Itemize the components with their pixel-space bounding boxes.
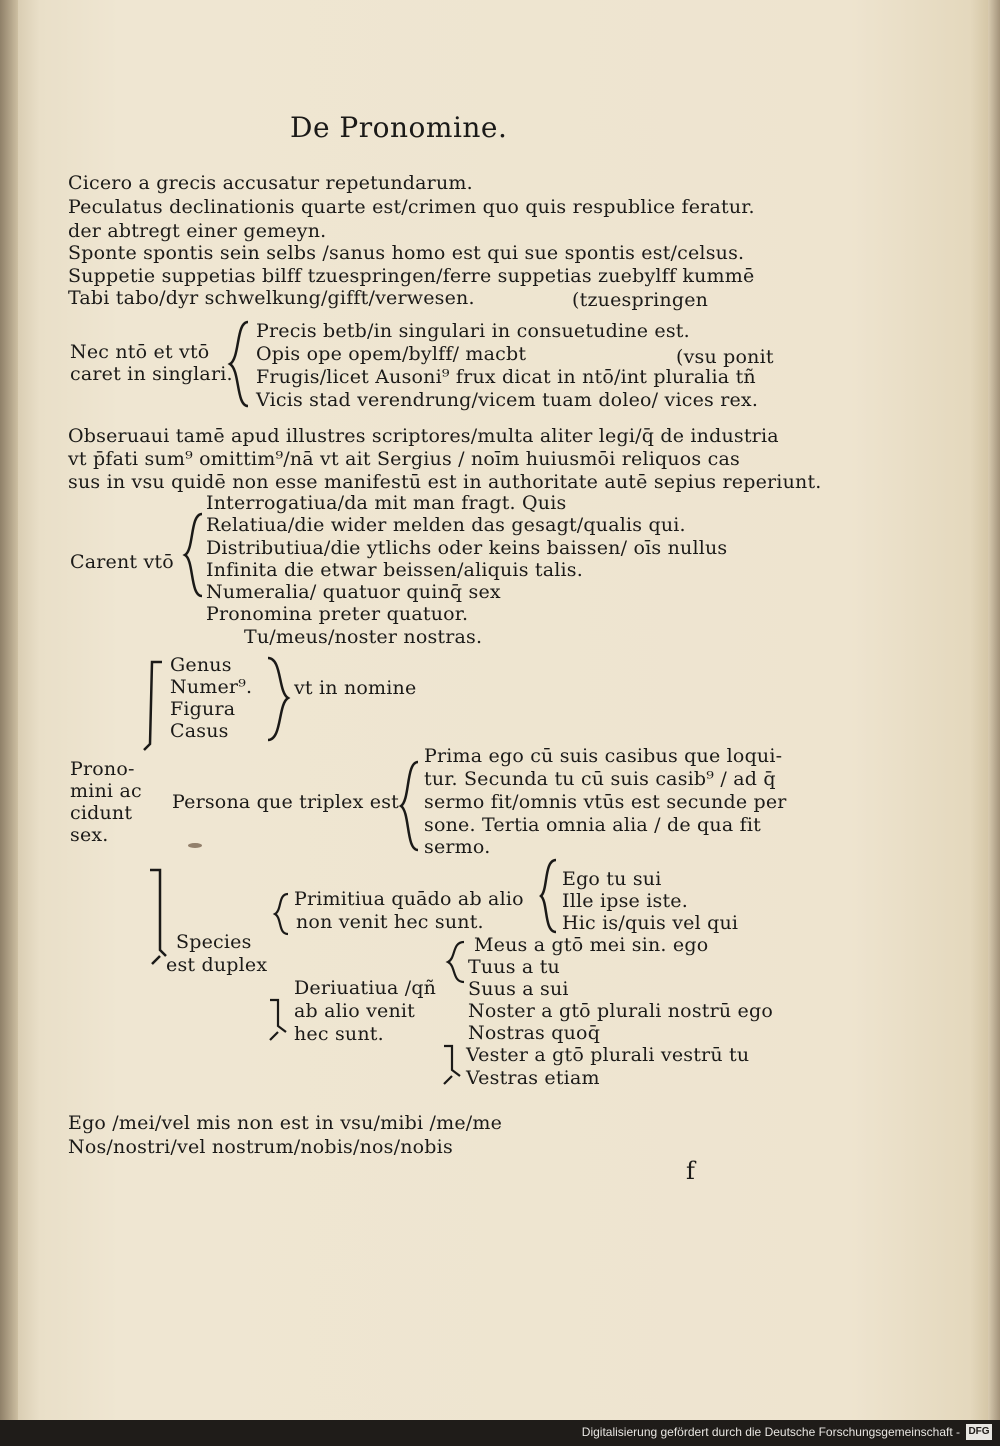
brace-item: Opis ope opem/bylff/ macbt [256,343,527,365]
text-line: Suppetie suppetias bilff tzuespringen/ferre suppetias zuebylff kummē [68,265,755,287]
margin-label: sex. [70,824,109,846]
text-line: Sponte spontis sein selbs /sanus homo est qui sue spontis est/celsus. [68,242,745,264]
text-line: der abtregt einer gemeyn. [68,220,327,242]
brace-item: (vsu ponit [676,346,774,368]
persona-text: tur. Secunda tu cū suis casib⁹ / ad q̄ [424,768,776,790]
brace-item: Precis betb/in singulari in consuetudine est. [256,320,690,342]
brace-item: Distributiua/die ytlichs oder keins baissen/ oīs nullus [206,537,728,559]
page-title: De Pronomine. [290,111,508,144]
brace-item: Tu/meus/noster nostras. [244,626,483,648]
margin-label: Prono- [70,758,135,780]
derivative-example: Tuus a tu [468,956,560,978]
declension-line: Ego /mei/vel mis non est in vsu/mibi /me/me [68,1112,503,1134]
brace-item: Relatiua/die wider melden das gesagt/qualis qui. [206,514,686,536]
derivative-example: Suus a sui [468,978,569,1000]
derivative-example: Vestras etiam [466,1067,600,1089]
persona-text: sone. Tertia omnia alia / de qua fit [424,814,761,836]
derivative-label: ab alio venit [294,1000,416,1022]
ink-smudge [188,843,202,848]
bracket-icon [262,998,292,1044]
brace-item: Infinita die etwar beissen/aliquis talis. [206,559,584,581]
derivative-label: Deriuatiua /qñ [294,977,437,999]
accident-item: Figura [170,698,236,720]
primitive-example: Ego tu sui [562,868,662,890]
page-gutter-shadow [0,0,18,1420]
margin-label: mini ac [70,780,142,802]
brace-item: Vicis stad verendrung/vicem tuam doleo/ vices rex. [256,389,759,411]
text-line: sus in vsu quidē non esse manifestū est in authoritate autē sepius reperiunt. [68,471,822,493]
curly-brace-icon [226,318,254,410]
brace-label: Carent vtō [70,551,174,573]
declension-line: Nos/nostri/vel nostrum/nobis/nos/nobis [68,1136,453,1158]
accident-note: vt in nomine [294,677,417,699]
text-line: Cicero a grecis accusatur repetundarum. [68,172,473,194]
derivative-example: Meus a gtō mei sin. ego [474,934,709,956]
text-line: Obseruaui tamē apud illustres scriptores/multa aliter legi/q̄ de industria [68,425,779,447]
curly-brace-icon [262,654,292,746]
brace-item: Numeralia/ quatuor quinq̄ sex [206,581,501,603]
catchword: f [686,1157,696,1185]
bracket-icon [436,1044,466,1088]
derivative-label: hec sunt. [294,1023,384,1045]
bracket-icon [140,658,166,758]
persona-text: sermo fit/omnis vtūs est secunde per [424,791,787,813]
primitive-example: Hic is/quis vel qui [562,912,739,934]
derivative-example: Nostras quoq̄ [468,1022,601,1044]
dfg-logo: DFG [966,1424,992,1440]
brace-item: Pronomina preter quatuor. [206,603,469,625]
text-line: Tabi tabo/dyr schwelkung/gifft/verwesen. [68,287,475,309]
brace-item: Frugis/licet Ausoni⁹ frux dicat in ntō/int pluralia tñ [256,366,756,388]
persona-text: Prima ego cū suis casibus que loqui- [424,745,783,767]
footer-bar [0,1420,1000,1446]
derivative-example: Vester a gtō plurali vestrū tu [466,1044,750,1066]
persona-label: Persona que triplex est [172,791,399,813]
species-label: Species [176,931,252,953]
curly-brace-icon [272,892,294,936]
accident-item: Genus [170,654,232,676]
text-line: Peculatus declinationis quarte est/crimen quo quis respublice feratur. [68,196,755,218]
primitive-example: Ille ipse iste. [562,890,688,912]
footer-credit: Digitalisierung gefördert durch die Deutsche Forschungsgemeinschaft - [581,1425,960,1439]
curly-brace-icon [444,940,470,984]
brace-label: Nec ntō et vtō [70,341,210,363]
derivative-example: Noster a gtō plurali nostrū ego [468,1000,774,1022]
accident-item: Casus [170,720,229,742]
curly-brace-icon [398,758,424,854]
primitive-label: non venit hec sunt. [296,911,484,933]
primitive-label: Primitiua quādo ab alio [294,888,524,910]
species-label: est duplex [166,954,268,976]
brace-item: Interrogatiua/da mit man fragt. Quis [206,492,567,514]
brace-label: caret in singlari. [70,363,233,385]
text-line: vt p̄fati sum⁹ omittim⁹/nā vt ait Sergius / noīm huiusmōi reliquos cas [68,448,740,470]
persona-text: sermo. [424,836,491,858]
text-line: (tzuespringen [572,289,709,311]
accident-item: Numer⁹. [170,676,253,698]
page-edge-shadow [988,0,1000,1420]
curly-brace-icon [182,510,208,600]
margin-label: cidunt [70,802,133,824]
curly-brace-icon [538,856,562,936]
